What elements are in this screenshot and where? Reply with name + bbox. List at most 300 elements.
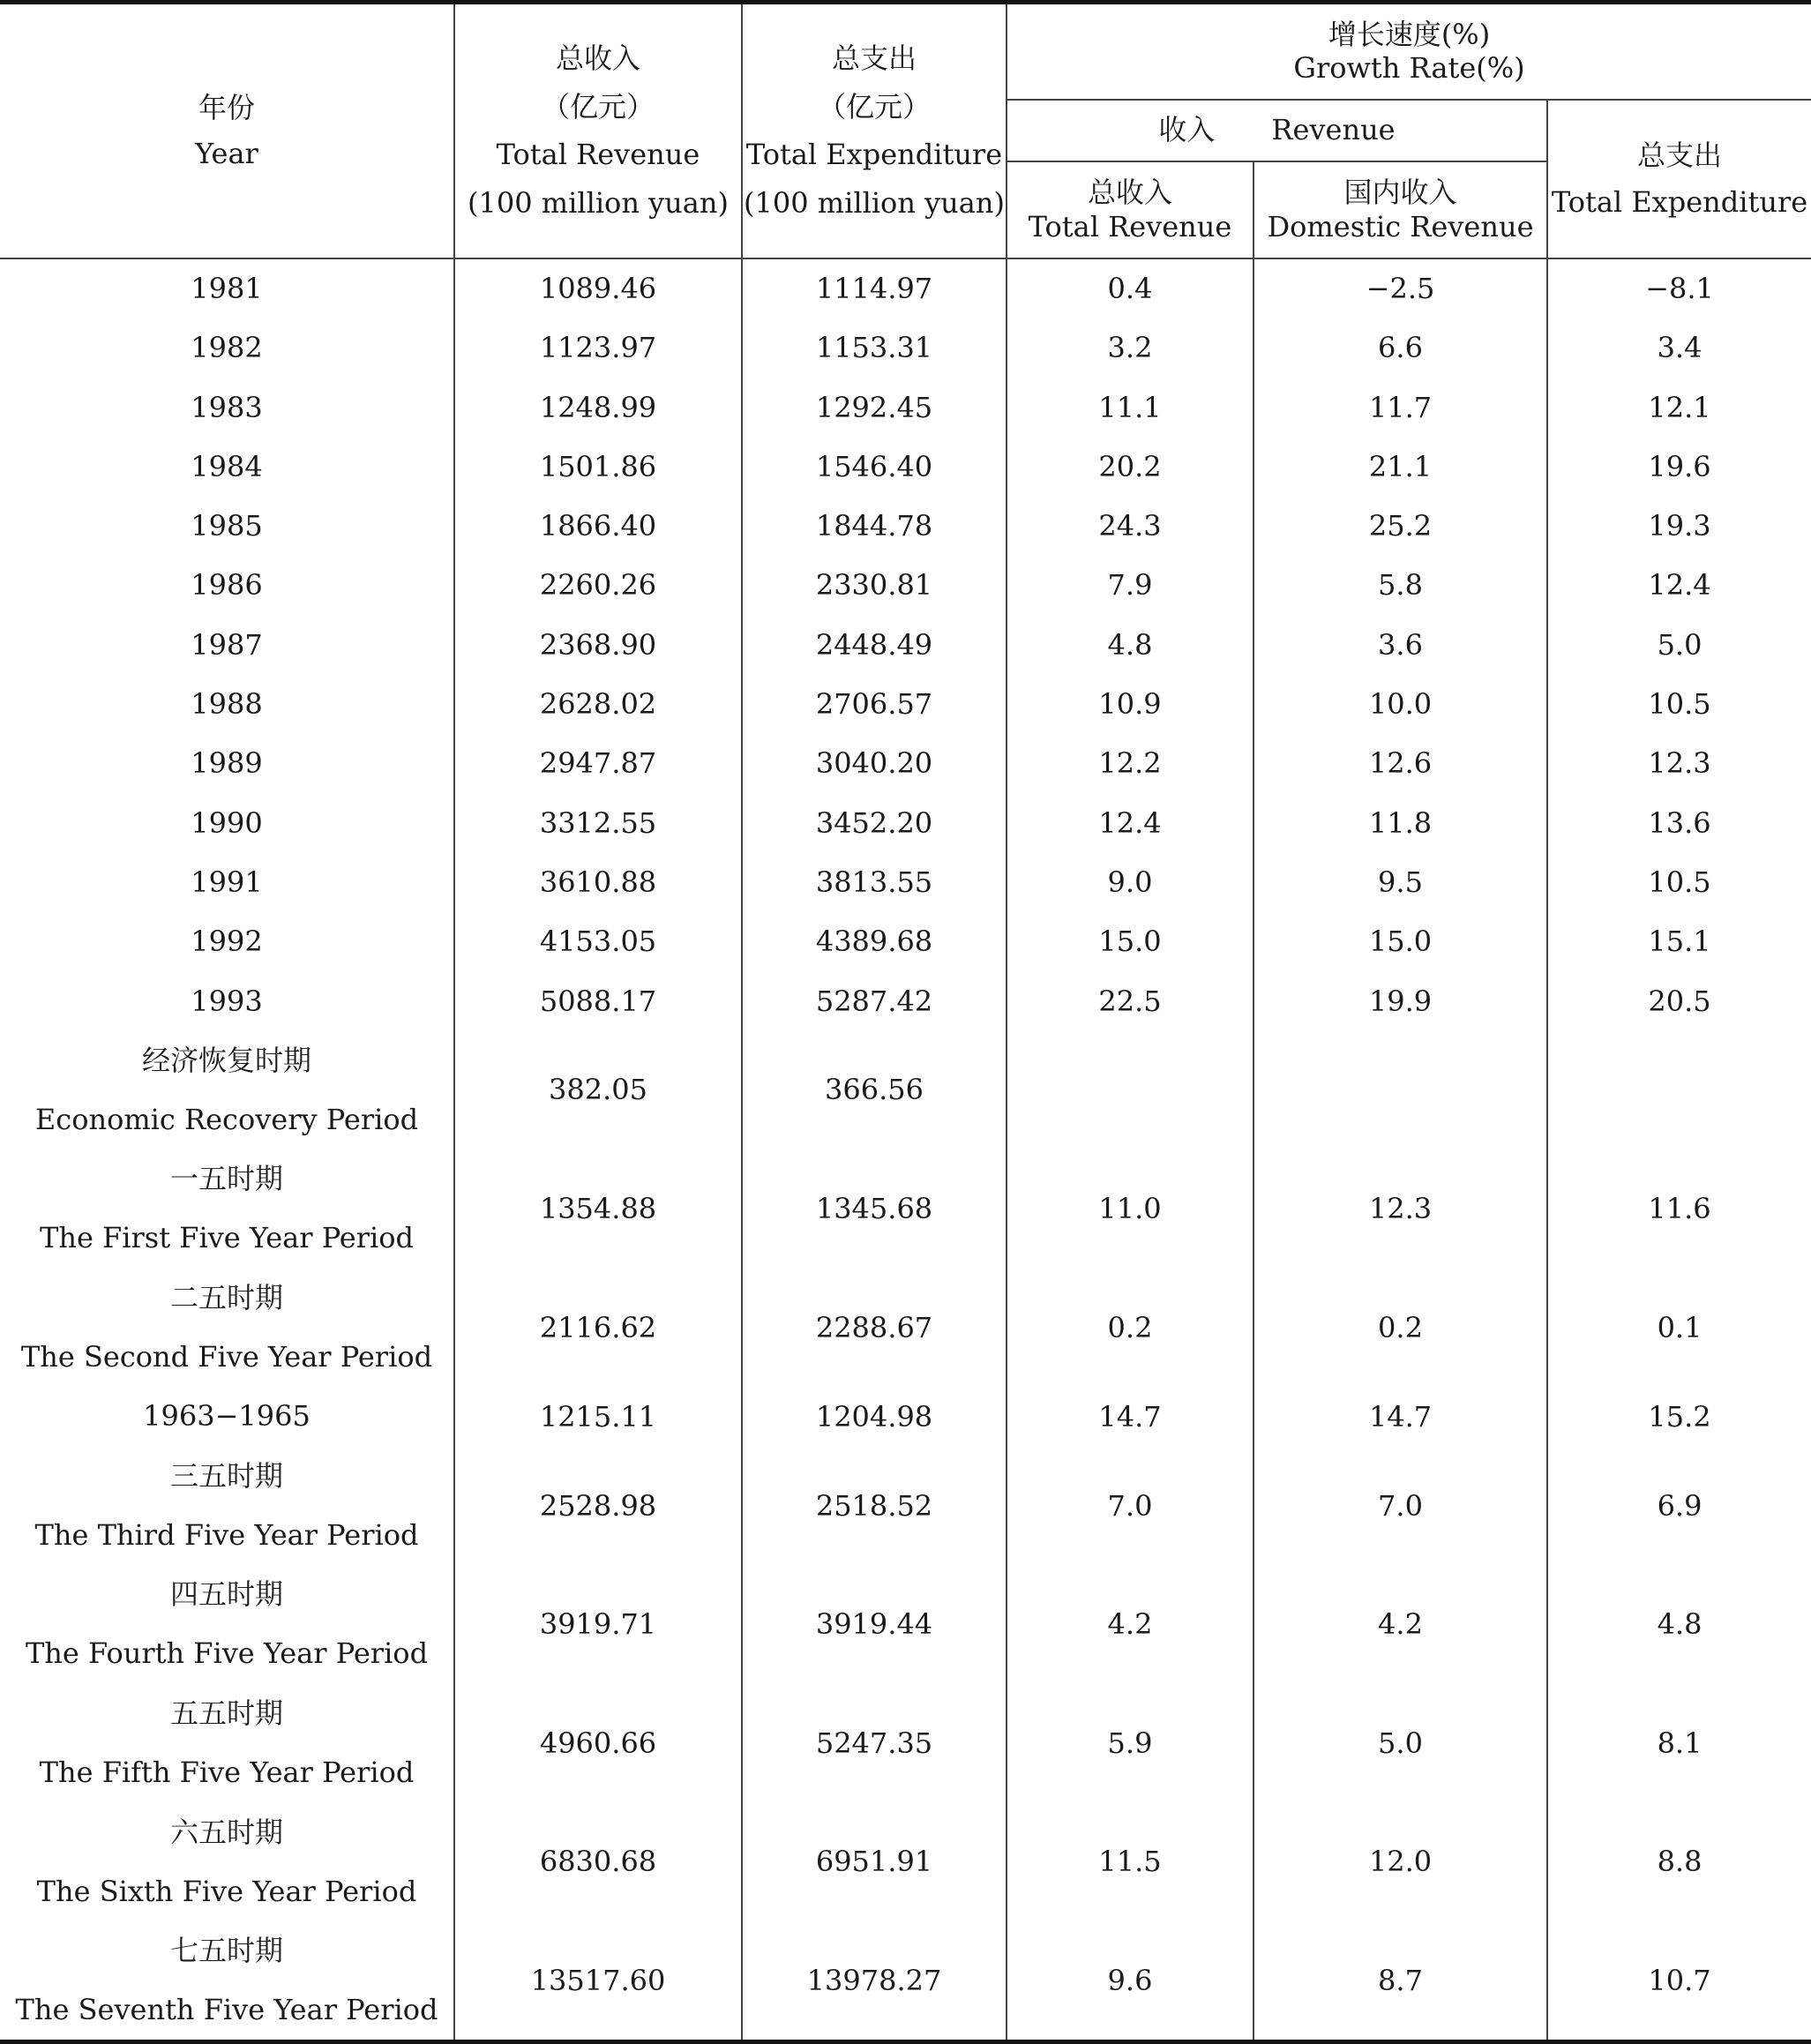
header-revenue-group-en: Revenue: [1271, 113, 1396, 147]
expenditure-cell-value: 3040.20: [815, 746, 933, 781]
growth-domestic-cell: [1253, 1446, 1547, 1565]
table-row: [0, 497, 1811, 556]
header-growth-rev-cn: 总收入: [1087, 176, 1172, 210]
growth-expenditure-cell: [1547, 912, 1811, 971]
year-cell-value: 1993: [191, 984, 263, 1018]
growth-domestic-cell-value: −2.5: [1366, 271, 1435, 305]
growth-domestic-cell: [1253, 378, 1547, 437]
growth-revenue-cell: [1007, 318, 1253, 378]
revenue-cell: [454, 318, 742, 378]
growth-revenue-cell: [1007, 1387, 1253, 1446]
growth-revenue-cell: [1007, 1446, 1253, 1565]
growth-revenue-cell-value: 12.4: [1098, 805, 1162, 840]
growth-revenue-cell: [1007, 1269, 1253, 1388]
growth-revenue-cell-value: 24.3: [1098, 509, 1162, 543]
revenue-cell: [454, 1565, 742, 1684]
period-label-cell: [0, 1565, 454, 1684]
growth-revenue-cell: [1007, 258, 1253, 318]
expenditure-cell-value: 3813.55: [815, 865, 933, 899]
year-cell: [0, 912, 454, 971]
period-name-cn: 六五时期: [169, 1815, 283, 1849]
growth-expenditure-cell-value: 8.1: [1657, 1726, 1702, 1760]
growth-domestic-cell-value: 15.0: [1368, 925, 1433, 959]
growth-domestic-cell-value: 12.6: [1368, 746, 1433, 781]
growth-domestic-cell: [1253, 675, 1547, 734]
growth-domestic-cell-value: 6.6: [1378, 331, 1423, 365]
period-label-cell: [0, 1802, 454, 1921]
year-cell-value: 1990: [191, 805, 263, 840]
growth-domestic-cell: [1253, 1565, 1547, 1684]
growth-expenditure-cell-value: 5.0: [1657, 627, 1702, 662]
growth-revenue-cell: [1007, 675, 1253, 734]
expenditure-cell: [742, 1387, 1007, 1446]
expenditure-cell: [742, 1565, 1007, 1684]
period-name-en: Economic Recovery Period: [34, 1102, 419, 1136]
revenue-cell-value: 1248.99: [539, 390, 657, 424]
growth-expenditure-cell: [1547, 1269, 1811, 1388]
period-name-en: The First Five Year Period: [39, 1221, 414, 1255]
year-cell-value: 1984: [191, 449, 263, 483]
growth-revenue-cell-value: 9.6: [1107, 1963, 1153, 1997]
period-label-cell: [0, 1921, 454, 2042]
growth-domestic-cell: [1253, 437, 1547, 496]
revenue-cell-value: 13517.60: [530, 1963, 666, 1997]
growth-revenue-cell: [1007, 437, 1253, 496]
revenue-cell: [454, 971, 742, 1030]
growth-expenditure-cell-value: −8.1: [1645, 271, 1714, 305]
growth-domestic-cell: [1253, 1387, 1547, 1446]
growth-expenditure-cell: [1547, 437, 1811, 496]
growth-revenue-cell-value: 4.2: [1107, 1607, 1153, 1642]
growth-expenditure-cell-value: 0.1: [1657, 1310, 1702, 1344]
header-year-en: Year: [195, 137, 258, 171]
growth-domestic-cell-value: 19.9: [1368, 984, 1433, 1018]
growth-revenue-cell-value: 10.9: [1098, 687, 1162, 722]
header-growth-rate: [1007, 3, 1811, 100]
revenue-cell: [454, 497, 742, 556]
growth-expenditure-cell-value: 13.6: [1648, 805, 1711, 840]
growth-expenditure-cell: [1547, 852, 1811, 911]
revenue-cell: [454, 1149, 742, 1269]
growth-revenue-cell-value: 7.9: [1107, 568, 1153, 603]
growth-domestic-cell-value: 11.7: [1368, 390, 1433, 424]
header-year: [0, 3, 454, 258]
expenditure-cell-value: 366.56: [825, 1073, 924, 1107]
revenue-cell-value: 2260.26: [539, 568, 657, 603]
table-row-period: [0, 1269, 1811, 1388]
revenue-cell: [454, 437, 742, 496]
period-name-cn: 1963−1965: [143, 1399, 311, 1434]
growth-domestic-cell: [1253, 734, 1547, 793]
expenditure-cell-value: 2448.49: [815, 627, 933, 662]
revenue-cell: [454, 1684, 742, 1803]
growth-expenditure-cell-value: 19.6: [1648, 449, 1711, 483]
period-name-cn: 四五时期: [169, 1577, 283, 1612]
growth-revenue-cell-value: 15.0: [1098, 925, 1162, 959]
expenditure-cell: [742, 1802, 1007, 1921]
table-row: [0, 378, 1811, 437]
table-row-period: [0, 1921, 1811, 2042]
expenditure-cell-value: 5247.35: [815, 1726, 933, 1760]
growth-revenue-cell: [1007, 497, 1253, 556]
header-total-revenue: [454, 3, 742, 258]
growth-domestic-cell: [1253, 318, 1547, 378]
growth-domestic-cell-value: 12.3: [1368, 1192, 1433, 1226]
growth-expenditure-cell-value: 15.2: [1648, 1399, 1711, 1434]
growth-expenditure-cell: [1547, 615, 1811, 674]
revenue-cell-value: 2528.98: [539, 1488, 657, 1523]
expenditure-cell: [742, 318, 1007, 378]
growth-expenditure-cell-value: 12.3: [1648, 746, 1711, 781]
growth-expenditure-cell: [1547, 1149, 1811, 1269]
table-row-period: [0, 1149, 1811, 1269]
year-cell-value: 1992: [191, 925, 263, 959]
growth-expenditure-cell: [1547, 497, 1811, 556]
growth-domestic-cell-value: 10.0: [1368, 687, 1433, 722]
revenue-cell: [454, 258, 742, 318]
expenditure-cell: [742, 497, 1007, 556]
growth-domestic-cell-value: 0.2: [1378, 1310, 1423, 1344]
revenue-cell-value: 2947.87: [539, 746, 657, 781]
year-cell: [0, 675, 454, 734]
year-cell: [0, 734, 454, 793]
year-cell-value: 1987: [191, 627, 263, 662]
growth-domestic-cell-value: 9.5: [1378, 865, 1423, 899]
period-name-en: The Third Five Year Period: [34, 1517, 419, 1552]
period-name-cn: 七五时期: [169, 1934, 283, 1968]
growth-revenue-cell-value: 11.5: [1098, 1845, 1162, 1879]
growth-domestic-cell-value: 4.2: [1378, 1607, 1423, 1642]
year-cell-value: 1988: [191, 687, 263, 722]
growth-domestic-cell-value: 8.7: [1378, 1963, 1423, 1997]
growth-domestic-cell: [1253, 971, 1547, 1030]
revenue-cell-value: 3312.55: [539, 805, 657, 840]
revenue-cell-value: 1354.88: [539, 1192, 657, 1226]
expenditure-cell: [742, 437, 1007, 496]
expenditure-cell-value: 3919.44: [815, 1607, 933, 1642]
growth-domestic-cell-value: 25.2: [1368, 509, 1433, 543]
growth-revenue-cell: [1007, 793, 1253, 852]
table-row: [0, 556, 1811, 615]
growth-revenue-cell: [1007, 1149, 1253, 1269]
year-cell: [0, 852, 454, 911]
growth-domestic-cell: [1253, 1149, 1547, 1269]
revenue-cell-value: 1501.86: [539, 449, 657, 483]
growth-revenue-cell: [1007, 912, 1253, 971]
growth-domestic-cell-value: 5.8: [1378, 568, 1423, 603]
growth-revenue-cell-value: 5.9: [1107, 1726, 1153, 1760]
expenditure-cell-value: 2518.52: [815, 1488, 933, 1523]
table-row: [0, 258, 1811, 318]
growth-expenditure-cell-value: 10.7: [1648, 1963, 1711, 1997]
revenue-cell: [454, 912, 742, 971]
table-row: [0, 971, 1811, 1030]
growth-domestic-cell: [1253, 793, 1547, 852]
expenditure-cell: [742, 1149, 1007, 1269]
growth-expenditure-cell-value: 12.1: [1648, 390, 1711, 424]
table-row: [0, 615, 1811, 674]
growth-expenditure-cell-value: 4.8: [1657, 1607, 1702, 1642]
header-growth-dom-en: Domestic Revenue: [1267, 209, 1534, 243]
expenditure-cell: [742, 793, 1007, 852]
revenue-cell-value: 1123.97: [539, 331, 657, 365]
growth-revenue-cell-value: 3.2: [1107, 331, 1153, 365]
growth-domestic-cell-value: 14.7: [1368, 1399, 1433, 1434]
growth-domestic-cell: [1253, 1030, 1547, 1149]
revenue-cell-value: 5088.17: [539, 984, 657, 1018]
expenditure-cell: [742, 258, 1007, 318]
header-growth-exp-en: Total Expenditure: [1551, 184, 1808, 219]
expenditure-cell-value: 2330.81: [815, 568, 933, 603]
growth-revenue-cell: [1007, 1684, 1253, 1803]
growth-revenue-cell-value: 22.5: [1098, 984, 1162, 1018]
revenue-cell: [454, 378, 742, 437]
revenue-cell-value: 1215.11: [539, 1399, 657, 1434]
growth-expenditure-cell-value: 15.1: [1648, 925, 1711, 959]
table-row-period: [0, 1684, 1811, 1803]
header-growth-domestic-revenue: [1253, 161, 1547, 258]
growth-expenditure-cell-value: 3.4: [1657, 331, 1702, 365]
header-growth-total-expenditure: [1547, 100, 1811, 258]
revenue-cell-value: 3919.71: [539, 1607, 657, 1642]
revenue-cell: [454, 1387, 742, 1446]
growth-expenditure-cell-value: 19.3: [1648, 509, 1711, 543]
expenditure-cell: [742, 1684, 1007, 1803]
growth-expenditure-cell-value: 10.5: [1648, 687, 1711, 722]
period-name-cn: 经济恢复时期: [141, 1043, 311, 1077]
revenue-cell-value: 6830.68: [539, 1845, 657, 1879]
expenditure-cell-value: 13978.27: [806, 1963, 942, 1997]
expenditure-cell-value: 1345.68: [815, 1192, 933, 1226]
year-cell-value: 1982: [191, 331, 263, 365]
period-name-en: The Second Five Year Period: [20, 1339, 433, 1374]
growth-expenditure-cell-value: 20.5: [1648, 984, 1711, 1018]
growth-revenue-cell-value: 4.8: [1107, 627, 1153, 662]
growth-domestic-cell-value: 11.8: [1368, 805, 1433, 840]
revenue-cell-value: 4153.05: [539, 925, 657, 959]
growth-domestic-cell: [1253, 1269, 1547, 1388]
expenditure-cell: [742, 378, 1007, 437]
growth-domestic-cell: [1253, 1802, 1547, 1921]
header-growth-total-revenue: [1007, 161, 1253, 258]
growth-revenue-cell-value: 12.2: [1098, 746, 1162, 781]
year-cell-value: 1986: [191, 568, 263, 603]
growth-revenue-cell-value: 11.0: [1098, 1192, 1162, 1226]
year-cell-value: 1985: [191, 509, 263, 543]
growth-expenditure-cell: [1547, 258, 1811, 318]
growth-expenditure-cell-value: 8.8: [1657, 1845, 1702, 1879]
header-revenue-group: [1007, 100, 1547, 161]
expenditure-cell-value: 1153.31: [815, 331, 933, 365]
growth-domestic-cell-value: 3.6: [1378, 627, 1423, 662]
growth-revenue-cell-value: 20.2: [1098, 449, 1162, 483]
growth-expenditure-cell: [1547, 1802, 1811, 1921]
header-expenditure-cn: 总支出: [831, 41, 917, 76]
growth-domestic-cell: [1253, 1921, 1547, 2042]
expenditure-cell-value: 1204.98: [815, 1399, 933, 1434]
growth-expenditure-cell-value: 11.6: [1648, 1192, 1711, 1226]
header-growth-exp-cn: 总支出: [1637, 139, 1723, 173]
expenditure-cell: [742, 615, 1007, 674]
year-cell: [0, 497, 454, 556]
growth-revenue-cell-value: 0.2: [1107, 1310, 1153, 1344]
table-row-period: [0, 1030, 1811, 1149]
header-growth-rev-en: Total Revenue: [1028, 209, 1232, 243]
header-revenue-en: Total Revenue: [496, 138, 700, 172]
header-revenue-group-cn: 收入: [1158, 113, 1216, 147]
revenue-cell-value: 4960.66: [539, 1726, 657, 1760]
period-label-cell: [0, 1446, 454, 1565]
period-label-cell: [0, 1149, 454, 1269]
revenue-cell: [454, 793, 742, 852]
growth-expenditure-cell: [1547, 971, 1811, 1030]
period-label-cell: [0, 1030, 454, 1149]
header-growth-dom-cn: 国内收入: [1343, 176, 1457, 210]
revenue-cell-value: 1866.40: [539, 509, 657, 543]
growth-revenue-cell-value: 0.4: [1107, 271, 1153, 305]
period-label-cell: [0, 1387, 454, 1446]
revenue-cell-value: 2628.02: [539, 687, 657, 722]
expenditure-cell-value: 4389.68: [815, 925, 933, 959]
expenditure-cell: [742, 1446, 1007, 1565]
header-growth-cn: 增长速度(%): [1328, 17, 1491, 51]
header-total-expenditure: [742, 3, 1007, 258]
growth-expenditure-cell: [1547, 675, 1811, 734]
revenue-cell: [454, 675, 742, 734]
revenue-cell: [454, 1446, 742, 1565]
growth-expenditure-cell: [1547, 1387, 1811, 1446]
revenue-cell-value: 3610.88: [539, 865, 657, 899]
expenditure-cell-value: 2288.67: [815, 1310, 933, 1344]
expenditure-cell: [742, 912, 1007, 971]
growth-domestic-cell: [1253, 615, 1547, 674]
growth-expenditure-cell: [1547, 318, 1811, 378]
table-row: [0, 675, 1811, 734]
growth-domestic-cell: [1253, 556, 1547, 615]
table-row: [0, 734, 1811, 793]
growth-domestic-cell: [1253, 497, 1547, 556]
revenue-cell: [454, 615, 742, 674]
revenue-cell-value: 1089.46: [539, 271, 657, 305]
expenditure-cell: [742, 1269, 1007, 1388]
table-row: [0, 793, 1811, 852]
growth-domestic-cell-value: 21.1: [1368, 449, 1433, 483]
expenditure-cell: [742, 852, 1007, 911]
growth-expenditure-cell: [1547, 378, 1811, 437]
year-cell: [0, 378, 454, 437]
year-cell: [0, 318, 454, 378]
year-cell-value: 1989: [191, 746, 263, 781]
year-cell: [0, 258, 454, 318]
growth-revenue-cell: [1007, 378, 1253, 437]
expenditure-cell: [742, 1030, 1007, 1149]
revenue-cell: [454, 1269, 742, 1388]
growth-domestic-cell-value: 5.0: [1378, 1726, 1423, 1760]
growth-domestic-cell: [1253, 1684, 1547, 1803]
year-cell-value: 1991: [191, 865, 263, 899]
expenditure-cell-value: 6951.91: [815, 1845, 933, 1879]
growth-revenue-cell-value: 11.1: [1098, 390, 1162, 424]
revenue-cell: [454, 1802, 742, 1921]
period-name-cn: 二五时期: [169, 1280, 283, 1314]
header-revenue-cn: 总收入: [555, 41, 640, 76]
period-name-en: The Sixth Five Year Period: [36, 1874, 417, 1908]
growth-domestic-cell: [1253, 912, 1547, 971]
year-cell-value: 1981: [191, 271, 263, 305]
header-year-cn: 年份: [198, 90, 255, 124]
table-header: [0, 3, 1811, 258]
table-row-period: [0, 1446, 1811, 1565]
table-row-period: [0, 1802, 1811, 1921]
year-cell: [0, 615, 454, 674]
revenue-cell: [454, 1030, 742, 1149]
growth-revenue-cell: [1007, 1030, 1253, 1149]
growth-revenue-cell: [1007, 615, 1253, 674]
growth-expenditure-cell: [1547, 734, 1811, 793]
expenditure-cell-value: 1844.78: [815, 509, 933, 543]
table-row: [0, 912, 1811, 971]
growth-revenue-cell: [1007, 852, 1253, 911]
year-cell: [0, 793, 454, 852]
growth-expenditure-cell: [1547, 1565, 1811, 1684]
year-cell: [0, 437, 454, 496]
expenditure-cell: [742, 1921, 1007, 2042]
growth-expenditure-cell: [1547, 1446, 1811, 1565]
growth-expenditure-cell-value: 12.4: [1648, 568, 1711, 603]
growth-expenditure-cell-value: 10.5: [1648, 865, 1711, 899]
revenue-cell: [454, 852, 742, 911]
growth-expenditure-cell: [1547, 1684, 1811, 1803]
revenue-cell: [454, 734, 742, 793]
expenditure-cell-value: 5287.42: [815, 984, 933, 1018]
year-cell: [0, 556, 454, 615]
growth-expenditure-cell: [1547, 556, 1811, 615]
growth-domestic-cell-value: 7.0: [1378, 1488, 1423, 1523]
table-row: [0, 437, 1811, 496]
expenditure-cell-value: 1114.97: [815, 271, 933, 305]
table-row: [0, 852, 1811, 911]
period-name-cn: 一五时期: [169, 1162, 283, 1196]
revenue-cell: [454, 1921, 742, 2042]
header-growth-en: Growth Rate(%): [1293, 51, 1525, 86]
expenditure-cell: [742, 971, 1007, 1030]
period-name-cn: 三五时期: [169, 1458, 283, 1493]
growth-expenditure-cell: [1547, 1030, 1811, 1149]
growth-revenue-cell: [1007, 1802, 1253, 1921]
revenue-cell-value: 2116.62: [539, 1310, 657, 1344]
header-revenue-unit-cn: （亿元）: [541, 89, 655, 124]
expenditure-cell-value: 1292.45: [815, 390, 933, 424]
period-name-en: The Fourth Five Year Period: [25, 1636, 429, 1671]
growth-revenue-cell-value: 14.7: [1098, 1399, 1162, 1434]
header-expenditure-en: Total Expenditure: [745, 138, 1003, 172]
table-body: [0, 258, 1811, 2042]
header-expenditure-unit-cn: （亿元）: [817, 89, 931, 124]
growth-expenditure-cell: [1547, 793, 1811, 852]
revenue-cell-value: 382.05: [549, 1073, 647, 1107]
growth-domestic-cell: [1253, 852, 1547, 911]
year-cell-value: 1983: [191, 390, 263, 424]
expenditure-cell: [742, 734, 1007, 793]
expenditure-cell-value: 1546.40: [815, 449, 933, 483]
growth-revenue-cell: [1007, 1565, 1253, 1684]
table-row-period: [0, 1565, 1811, 1684]
period-label-cell: [0, 1684, 454, 1803]
year-cell: [0, 971, 454, 1030]
period-name-cn: 五五时期: [169, 1696, 283, 1730]
revenue-cell: [454, 556, 742, 615]
growth-expenditure-cell: [1547, 1921, 1811, 2042]
